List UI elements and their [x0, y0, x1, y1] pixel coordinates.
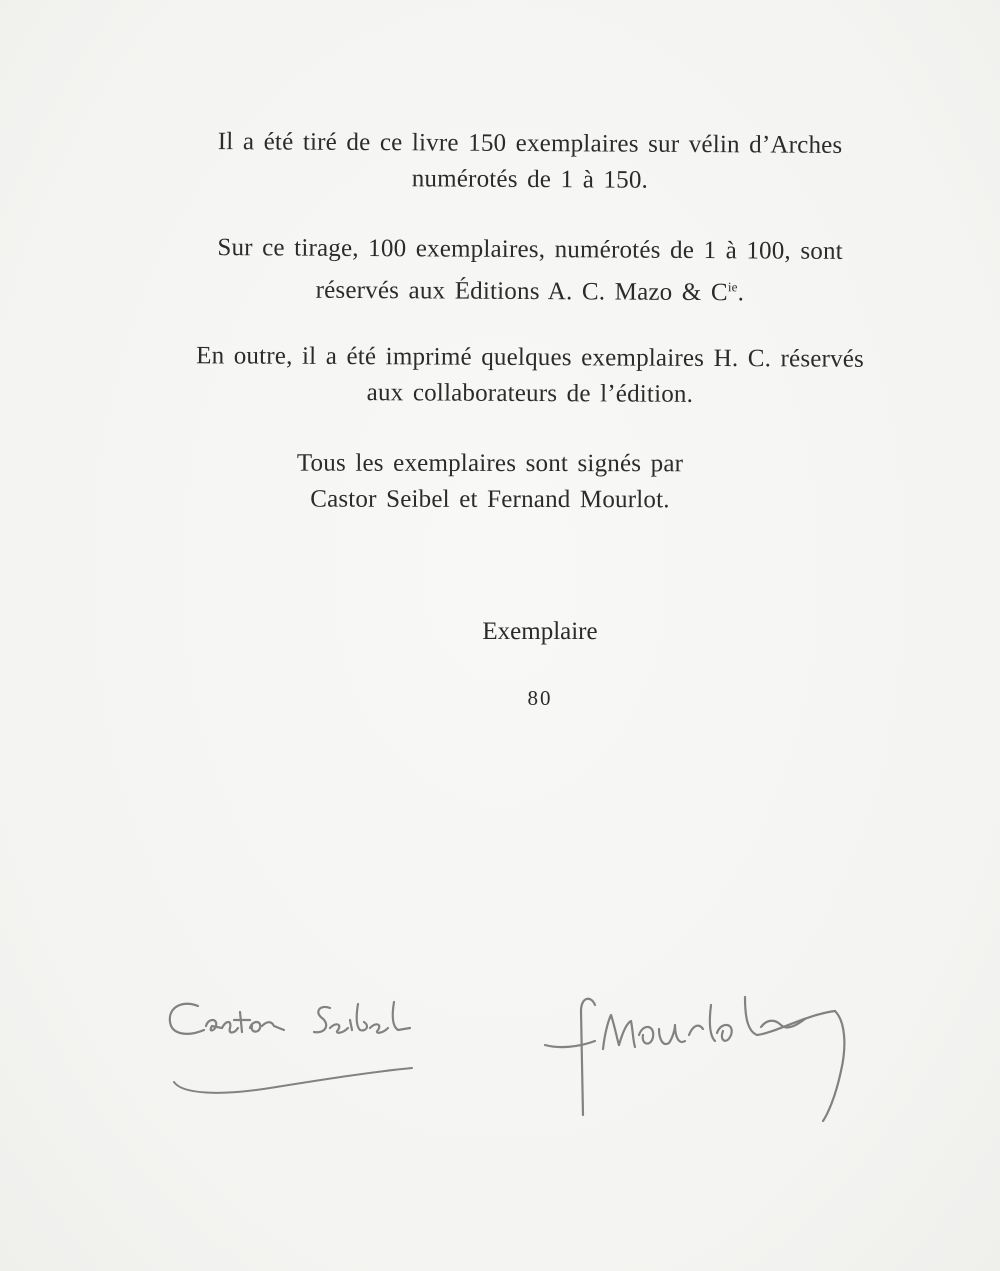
hc-copies-paragraph: [100, 338, 960, 415]
reserved-copies-paragraph: [100, 229, 960, 312]
text-line: Sur ce tirage, 100 exemplaires, numérotés de 1 à 100, sont: [217, 234, 843, 265]
period: .: [737, 279, 745, 307]
superscript: ie: [727, 279, 738, 295]
text-line: aux collaborateurs de l’édition.: [366, 379, 694, 408]
print-run-paragraph: [100, 123, 960, 200]
text-line: Il a été tiré de ce livre 150 exemplaires sur vélin d’Arches: [217, 128, 843, 159]
text-line: [100, 265, 960, 312]
signature-mourlot: [535, 975, 875, 1135]
signature-seibel: [160, 990, 430, 1110]
text-line: Tous les exemplaires sont signés par: [296, 449, 684, 478]
text-line: Castor Seibel et Fernand Mourlot.: [310, 485, 670, 514]
copy-number: 80: [527, 686, 553, 710]
text-line: En outre, il a été imprimé quelques exemplaires H. C. réservés: [196, 342, 865, 373]
publisher-text: réservés aux Éditions A. C. Mazo & C: [315, 276, 728, 307]
text-line: numérotés de 1 à 150.: [411, 165, 649, 194]
signed-paragraph: [100, 445, 960, 519]
copy-label: Exemplaire: [482, 618, 598, 645]
